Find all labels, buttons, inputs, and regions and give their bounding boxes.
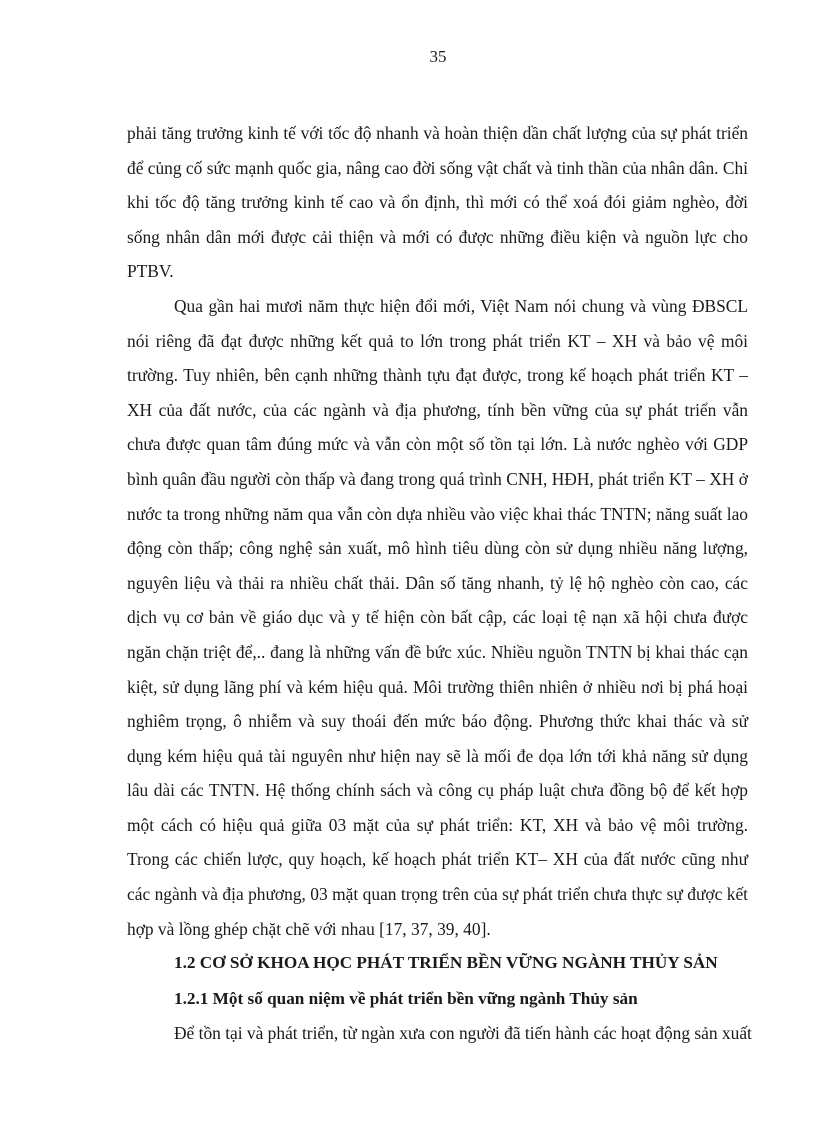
page-number: 35	[429, 47, 447, 66]
document-body	[127, 116, 752, 1051]
paragraph-2: Qua gần hai mươi năm thực hiện đổi mới, Việt Nam nói chung và vùng ĐBSCL nói riêng đã đạt được những kết quả to lớn trong phát triển KT – XH và bảo vệ môi trường. Tuy nhiên, bên cạnh những thành tựu đạt được, trong kế hoạch phát triển KT – XH của đất nước, của các ngành và địa phương, tính bền vững của sự phát triển vẫn chưa được quan tâm đúng mức và vẫn còn một số tồn tại lớn. Là nước nghèo với GDP bình quân đầu người còn thấp và đang trong quá trình CNH, HĐH, phát triển KT – XH ở nước ta trong những năm qua vẫn còn dựa nhiều vào việc khai thác TNTN; năng suất lao động còn thấp; công nghệ sản xuất, mô hình tiêu dùng còn sử dụng nhiều năng lượng, nguyên liệu và thải ra nhiều chất thải. Dân số tăng nhanh, tỷ lệ hộ nghèo còn cao, các dịch vụ cơ bản về giáo dục và y tế hiện còn bất cập, các loại tệ nạn xã hội chưa được ngăn chặn triệt để,.. đang là những vấn đề bức xúc. Nhiều nguồn TNTN bị khai thác cạn kiệt, sử dụng lãng phí và kém hiệu quả. Môi trường thiên nhiên ở nhiều nơi bị phá hoại nghiêm trọng, ô nhiễm và suy thoái đến mức báo động. Phương thức khai thác và sử dụng kém hiệu quả tài nguyên như hiện nay sẽ là mối đe dọa lớn tới khả năng sử dụng lâu dài các TNTN. Hệ thống chính sách và công cụ pháp luật chưa đồng bộ để kết hợp một cách có hiệu quả giữa 03 mặt của sự phát triển: KT, XH và bảo vệ môi trường. Trong các chiến lược, quy hoạch, kế hoạch phát triển KT– XH của đất nước cũng như các ngành và địa phương, 03 mặt quan trọng trên của sự phát triển chưa thực sự được kết hợp và lồng ghép chặt chẽ với nhau [17, 37, 39, 40].	[127, 295, 748, 939]
paragraph-3: Để tồn tại và phát triển, từ ngàn xưa con người đã tiến hành các hoạt động sản xuất	[174, 1023, 752, 1044]
section-heading: 1.2 CƠ SỞ KHOA HỌC PHÁT TRIỂN BỀN VỮNG NGÀNH THỦY SẢN	[174, 953, 718, 973]
paragraph-1: phải tăng trưởng kinh tế với tốc độ nhanh và hoàn thiện dần chất lượng của sự phát triển để củng cố sức mạnh quốc gia, nâng cao đời sống vật chất và tinh thần của nhân dân. Chỉ khi tốc độ tăng trưởng kinh tế cao và ổn định, thì mới có thể xoá đói giảm nghèo, đời sống nhân dân mới được cải thiện và mới có được những điều kiện và nguồn lực cho PTBV.	[127, 123, 748, 282]
subsection-heading: 1.2.1 Một số quan niệm về phát triển bền vững ngành Thủy sản	[174, 988, 638, 1008]
